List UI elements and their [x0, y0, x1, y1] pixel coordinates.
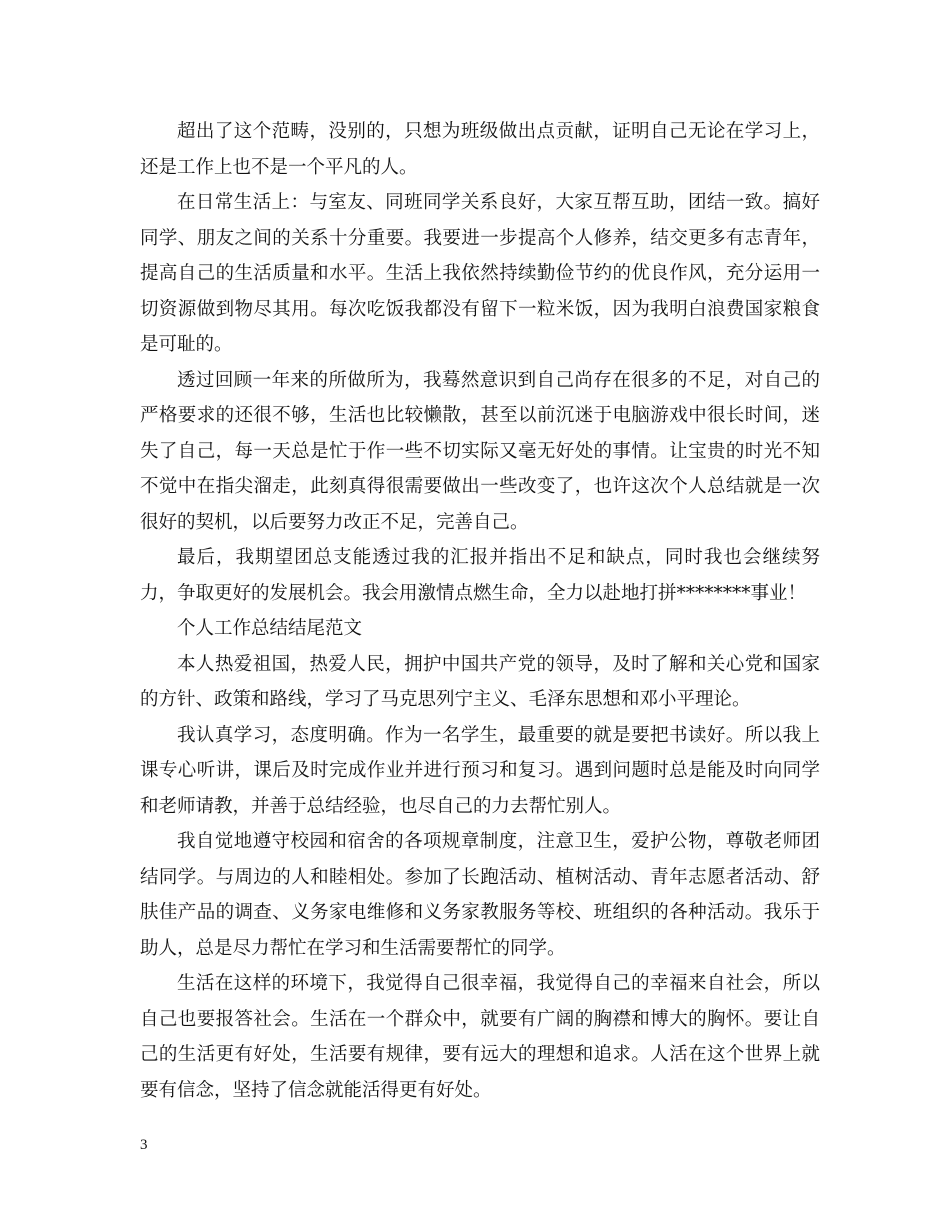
paragraph-4: 最后，我期望团总支能透过我的汇报并指出不足和缺点，同时我也会继续努力，争取更好的发展机会。我会用激情点燃生命，全力以赴地打拼********事业！ [140, 547, 820, 604]
paragraph-8: 生活在这样的环境下，我觉得自己很幸福，我觉得自己的幸福来自社会，所以自己也要报答社会。生活在一个群众中，就要有广阔的胸襟和博大的胸怀。要让自己的生活更有好处，生活要有规律，要有远大的理想和追求。人活在这个世界上就要有信念，坚持了信念就能活得更有好处。 [140, 973, 820, 1101]
paragraph-3: 透过回顾一年来的所做所为，我蓦然意识到自己尚存在很多的不足，对自己的严格要求的还很不够，生活也比较懒散，甚至以前沉迷于电脑游戏中很长时间，迷失了自己，每一天总是忙于作一些不切实际又毫无好处的事情。让宝贵的时光不知不觉中在指尖溜走，此刻真得很需要做出一些改变了，也许这次个人总结就是一次很好的契机，以后要努力改正不足，完善自己。 [140, 369, 820, 533]
paragraph-7: 我自觉地遵守校园和宿舍的各项规章制度，注意卫生，爱护公物，尊敬老师团结同学。与周边的人和睦相处。参加了长跑活动、植树活动、青年志愿者活动、舒肤佳产品的调查、义务家电维修和义务家教服务等校、班组织的各种活动。我乐于助人，总是尽力帮忙在学习和生活需要帮忙的同学。 [140, 831, 820, 959]
paragraph-5: 本人热爱祖国，热爱人民，拥护中国共产党的领导，及时了解和关心党和国家的方针、政策和路线，学习了马克思列宁主义、毛泽东思想和邓小平理论。 [140, 653, 820, 710]
paragraph-6: 我认真学习，态度明确。作为一名学生，最重要的就是要把书读好。所以我上课专心听讲，课后及时完成作业并进行预习和复习。遇到问题时总是能及时向同学和老师请教，并善于总结经验，也尽自己的力去帮忙别人。 [140, 724, 820, 817]
paragraph-1: 超出了这个范畴，没别的，只想为班级做出点贡献，证明自己无论在学习上，还是工作上也不是一个平凡的人。 [140, 121, 820, 178]
paragraph-2: 在日常生活上：与室友、同班同学关系良好，大家互帮互助，团结一致。搞好同学、朋友之间的关系十分重要。我要进一步提高个人修养，结交更多有志青年，提高自己的生活质量和水平。生活上我依然持续勤俭节约的优良作风，充分运用一切资源做到物尽其用。每次吃饭我都没有留下一粒米饭，因为我明白浪费国家粮食是可耻的。 [140, 192, 820, 355]
page-number: 3 [140, 1137, 148, 1153]
section-heading: 个人工作总结结尾范文 [177, 618, 363, 639]
document-body [140, 114, 820, 1108]
